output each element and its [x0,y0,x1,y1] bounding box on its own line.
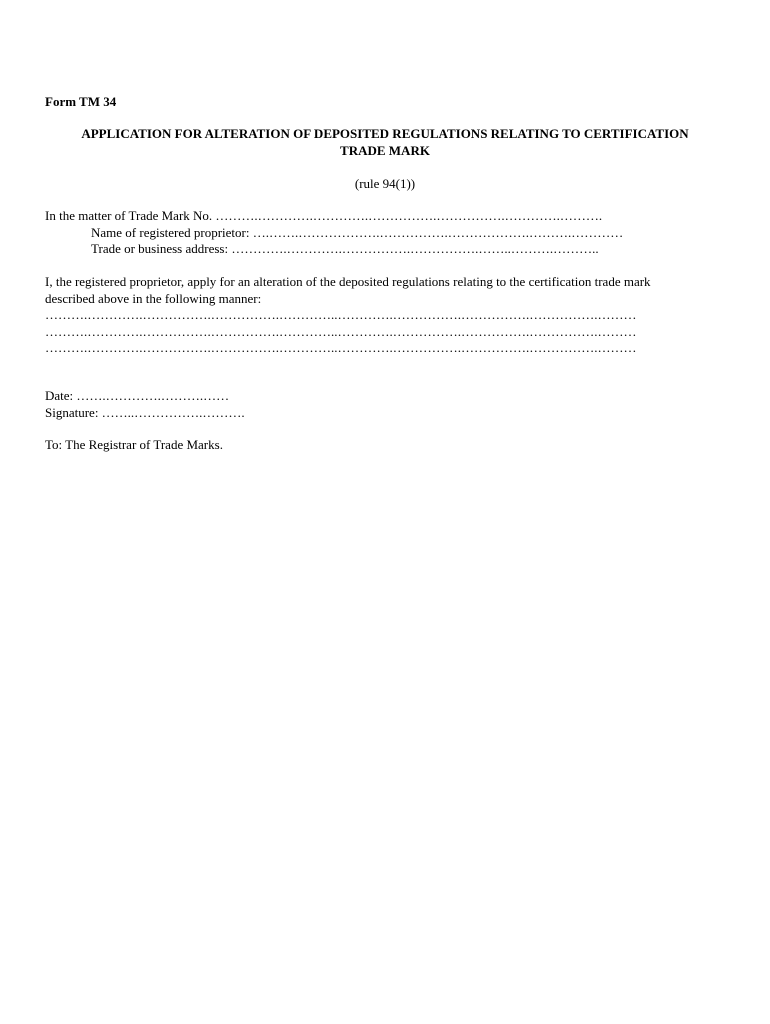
alteration-line-1: ……….………….…………….…………….…………..………….…………….…………….…………….……… [45,307,637,322]
form-title-line-1: APPLICATION FOR ALTERATION OF DEPOSITED REGULATIONS RELATING TO CERTIFICATION [81,126,689,141]
addressee: To: The Registrar of Trade Marks. [45,437,223,452]
alteration-details [45,307,637,357]
signoff-section [45,388,245,421]
date-field: Date: …….………….……….…… [45,388,230,403]
declaration-line-1: I, the registered proprietor, apply for an alteration of the deposited regulations relating to the certification trade mark [45,274,651,289]
form-title [40,126,730,159]
rule-reference: (rule 94(1)) [354,176,416,191]
form-title-line-2: TRADE MARK [340,142,430,158]
declaration-line-2: described above in the following manner: [45,290,262,306]
form-number: Form TM 34 [45,94,117,109]
alteration-line-2: ……….………….…………….…………….…………..………….…………….…………….…………….……… [45,323,637,339]
declaration-text [45,274,725,307]
signature-field: Signature: ……..…………….………. [45,404,245,420]
business-address-field: Trade or business address: ………….………….…………….…………….……..……….……….. [91,241,599,256]
proprietor-name-field: Name of registered proprietor: ….…….……………….…………….……………….……….………… [91,224,624,240]
alteration-line-3: ……….………….…………….…………….…………..………….…………….…………….…………….……… [45,340,637,355]
matter-section [45,208,623,258]
trade-mark-number-field: In the matter of Trade Mark No. ……….………….………….…………….…………….………….………. [45,208,603,223]
